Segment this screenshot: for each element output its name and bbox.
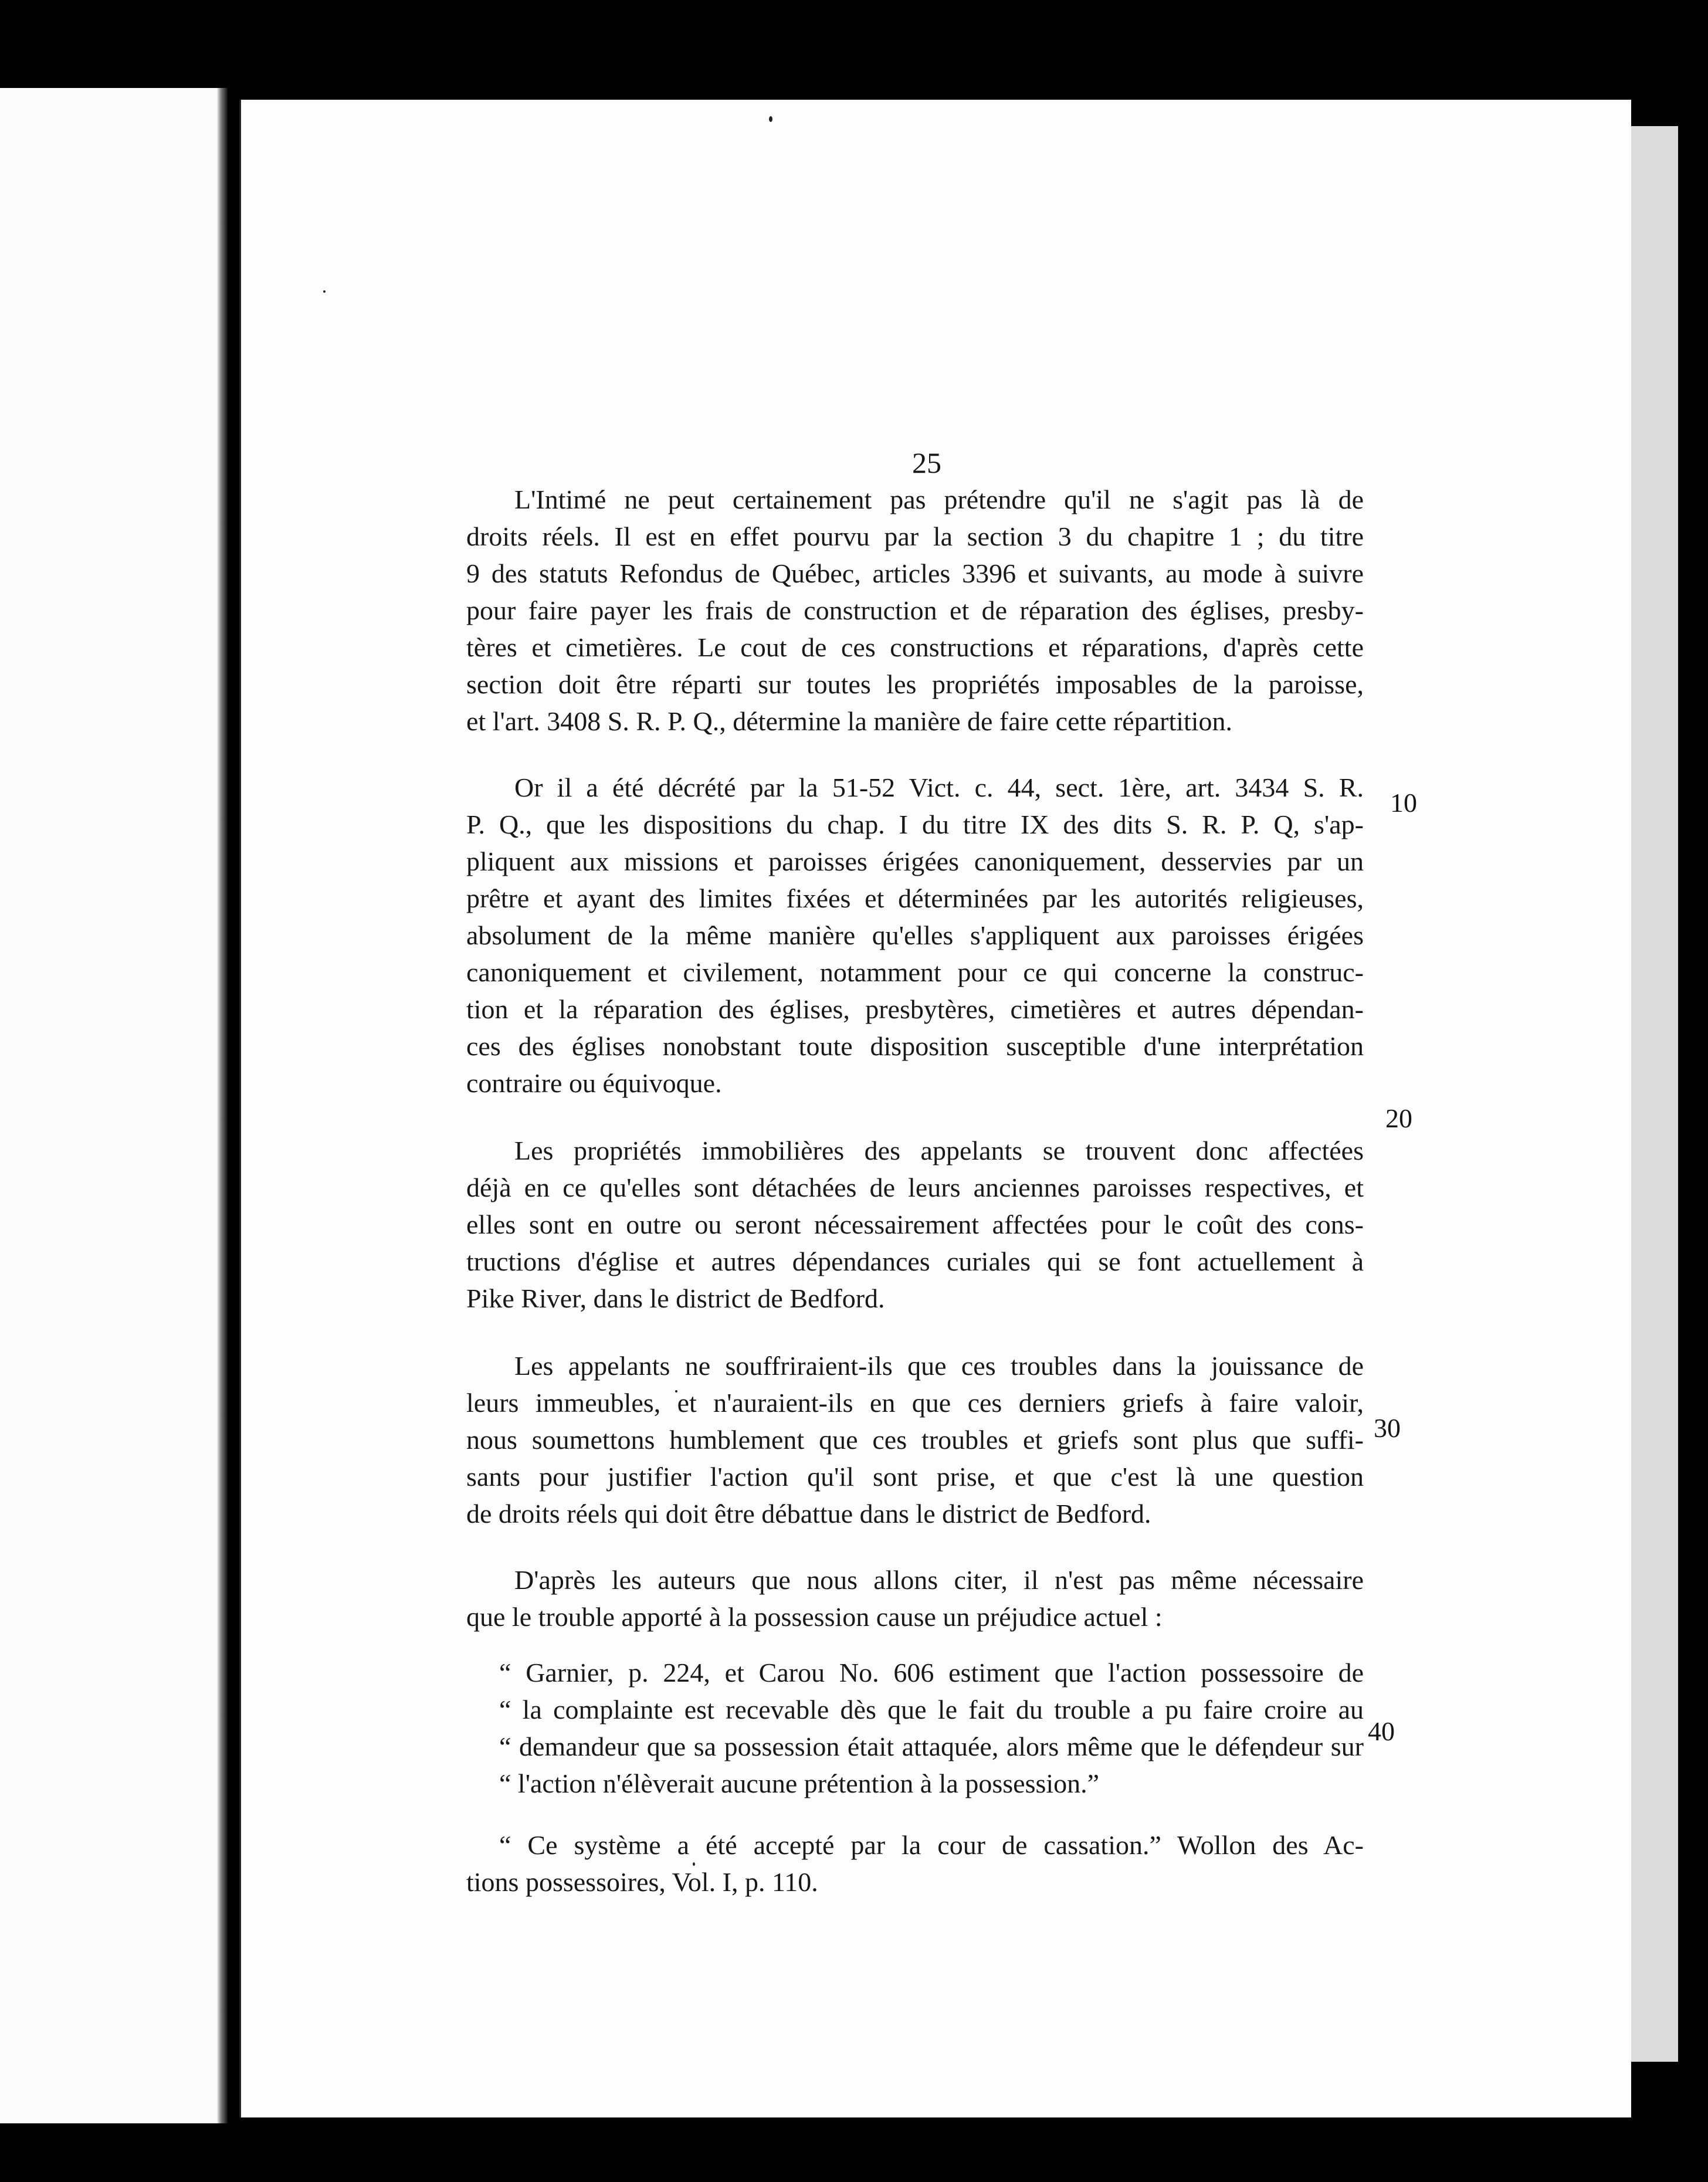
ink-speck xyxy=(769,116,772,122)
page-number: 25 xyxy=(912,446,941,479)
block-quote xyxy=(466,1654,1364,1802)
text-line: que le trouble apporté à la possession cause un préjudice actuel : xyxy=(466,1602,1163,1632)
text-line: ces des églises nonobstant toute disposition susceptible d'une interprétation xyxy=(466,1031,1364,1061)
text-line: elles sont en outre ou seront nécessairement affectées pour le coût des cons- xyxy=(466,1209,1364,1239)
text-line: contraire ou équivoque. xyxy=(466,1068,722,1098)
citation xyxy=(466,1827,1364,1900)
text-line: Les appelants ne souffriraient-ils que ces troubles dans la jouissance de xyxy=(514,1351,1364,1381)
text-line: pour faire payer les frais de construction et de réparation des églises, presby- xyxy=(466,595,1364,625)
text-line: et l'art. 3408 S. R. P. Q., détermine la manière de faire cette répartition. xyxy=(466,706,1233,736)
text-line: leurs immeubles, et n'auraient-ils en que ces derniers griefs à faire valoir, xyxy=(466,1388,1364,1418)
text-line: absolument de la même manière qu'elles s'appliquent aux paroisses érigées xyxy=(466,920,1364,950)
text-line: pliquent aux missions et paroisses érigées canoniquement, desservies par un xyxy=(466,846,1364,876)
text-line: tion et la réparation des églises, presbytères, cimetières et autres dépendan- xyxy=(466,994,1364,1024)
text-line: “ la complainte est recevable dès que le fait du trouble a pu faire croire au xyxy=(499,1695,1364,1724)
line-number-30: 30 xyxy=(1374,1413,1401,1443)
line-number-20: 20 xyxy=(1385,1103,1412,1133)
paragraph-2 xyxy=(466,769,1364,1102)
text-line: canoniquement et civilement, notamment pour ce qui concerne la construc- xyxy=(466,957,1364,987)
text-line: section doit être réparti sur toutes les propriétés imposables de la paroisse, xyxy=(466,669,1364,699)
text-line: tions possessoires, Vol. I, p. 110. xyxy=(466,1867,818,1897)
line-number-40: 40 xyxy=(1368,1716,1395,1746)
paragraph-4 xyxy=(466,1347,1364,1532)
line-number-10: 10 xyxy=(1390,788,1417,818)
paragraph-3 xyxy=(466,1132,1364,1317)
text-line: Les propriétés immobilières des appelants se trouvent donc affectées xyxy=(514,1136,1364,1165)
paragraph-5 xyxy=(466,1561,1364,1635)
text-line: prêtre et ayant des limites fixées et déterminées par les autorités religieuses, xyxy=(466,883,1364,913)
paragraph-1 xyxy=(466,481,1364,740)
text-line: sants pour justifier l'action qu'il sont prise, et que c'est là une question xyxy=(466,1462,1364,1492)
text-line: Or il a été décrété par la 51-52 Vict. c. 44, sect. 1ère, art. 3434 S. R. xyxy=(514,772,1364,802)
left-page-edge xyxy=(0,88,223,2123)
page-gutter-shadow xyxy=(217,88,228,2123)
text-line: Pike River, dans le district de Bedford. xyxy=(466,1283,885,1313)
text-line: déjà en ce qu'elles sont détachées de leurs anciennes paroisses respectives, et xyxy=(466,1173,1364,1202)
ink-speck xyxy=(323,290,326,293)
text-line: de droits réels qui doit être débattue dans le district de Bedford. xyxy=(466,1499,1151,1529)
text-line: “ Garnier, p. 224, et Carou No. 606 estiment que l'action possessoire de xyxy=(499,1658,1364,1688)
text-line: “ demandeur que sa possession était attaquée, alors même que le défendeur sur xyxy=(499,1732,1364,1761)
text-line: 9 des statuts Refondus de Québec, articles 3396 et suivants, au mode à suivre xyxy=(466,558,1364,588)
text-line: L'Intimé ne peut certainement pas prétendre qu'il ne s'agit pas là de xyxy=(514,484,1364,514)
text-line: P. Q., que les dispositions du chap. I du titre IX des dits S. R. P. Q, s'ap- xyxy=(466,809,1364,839)
right-page-edge xyxy=(1629,126,1678,2062)
text-line: D'après les auteurs que nous allons citer, il n'est pas même nécessaire xyxy=(514,1565,1364,1595)
text-line: tructions d'église et autres dépendances curiales qui se font actuellement à xyxy=(466,1246,1364,1276)
text-line: droits réels. Il est en effet pourvu par la section 3 du chapitre 1 ; du titre xyxy=(466,521,1364,551)
text-line: “ Ce système a été accepté par la cour de cassation.” Wollon des Ac- xyxy=(499,1830,1364,1860)
body-text xyxy=(466,481,1364,1900)
text-line: “ l'action n'élèverait aucune prétention à la possession.” xyxy=(499,1768,1100,1798)
text-line: nous soumettons humblement que ces troubles et griefs sont plus que suffi- xyxy=(466,1425,1364,1455)
text-line: tères et cimetières. Le cout de ces constructions et réparations, d'après cette xyxy=(466,632,1364,662)
